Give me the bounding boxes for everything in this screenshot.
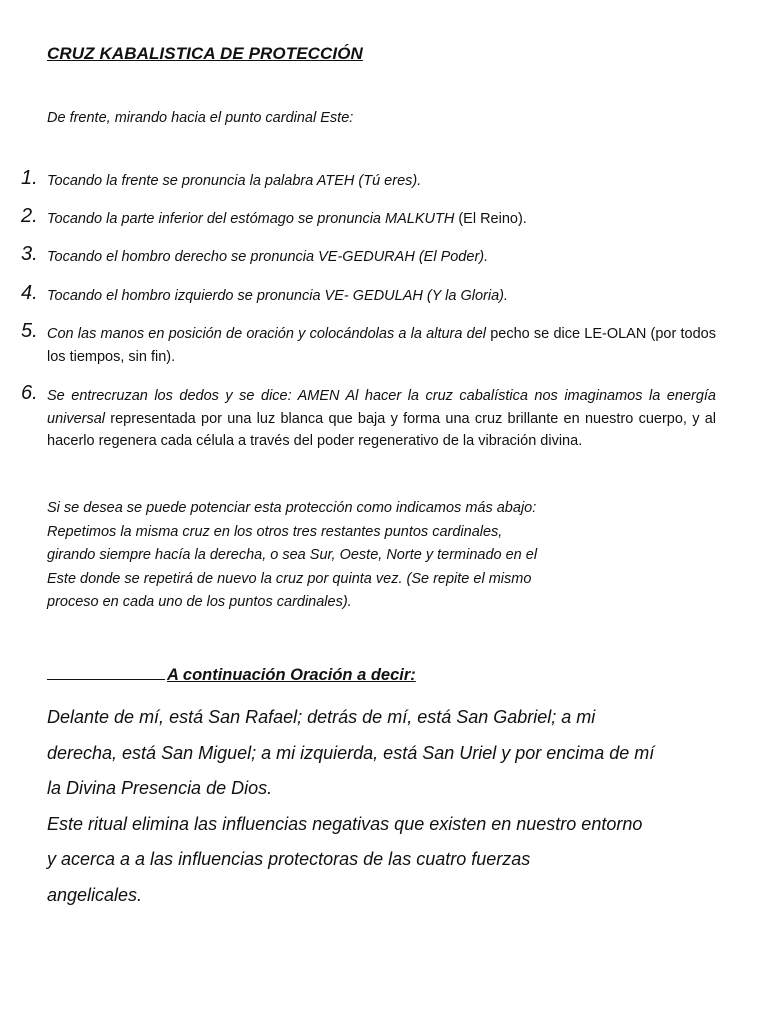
intro-text: De frente, mirando hacia el punto cardinal Este: — [47, 110, 354, 126]
step-number: 5. — [21, 320, 38, 342]
step-1 — [21, 167, 716, 193]
note-line: girando siempre hacía la derecha, o sea Sur, Oeste, Norte y terminado en el — [47, 547, 538, 563]
step-text-italic: Tocando la frente se pronuncia la palabra ATEH (Tú eres). — [47, 173, 422, 189]
additional-instructions — [47, 497, 537, 615]
step-4 — [21, 282, 716, 308]
prayer-heading — [47, 666, 416, 685]
step-text-italic: Con las manos en posición de oración y colocándolas a la altura del — [47, 326, 487, 342]
step-number: 2. — [21, 205, 38, 227]
prayer-line: Delante de mí, está San Rafael; detrás de mí, está San Gabriel; a mi — [47, 707, 596, 727]
prayer-line: la Divina Presencia de Dios. — [47, 778, 273, 798]
note-line: Repetimos la misma cruz en los otros tres restantes puntos cardinales, — [47, 523, 503, 540]
step-text-italic: Se entrecruzan los dedos y se dice: AMEN Al hacer la cruz cabalística nos imaginamos la energía universal — [47, 388, 716, 427]
step-text-regular: representada por una luz blanca que baja y forma una cruz brillante en nuestro cuerpo, y al hacerlo regenera cada célula a través del poder regenerativo de la vibración divina. — [47, 410, 716, 449]
prayer-line: y acerca a a las influencias protectoras de las cuatro fuerzas — [47, 849, 531, 869]
step-6 — [21, 382, 716, 453]
step-5 — [21, 320, 716, 368]
prayer-heading-text: A continuación Oración a decir: — [167, 666, 416, 684]
step-number: 6. — [21, 382, 38, 404]
step-text-italic: Tocando el hombro derecho se pronuncia VE-GEDURAH (El Poder). — [47, 249, 489, 265]
step-text-regular: (El Reino). — [454, 211, 527, 227]
step-2 — [21, 205, 716, 231]
heading-underline-rule — [47, 679, 165, 680]
step-number: 1. — [21, 167, 38, 189]
step-text-italic: Tocando la parte inferior del estómago se pronuncia MALKUTH — [47, 211, 455, 227]
prayer-line: angelicales. — [47, 884, 143, 905]
note-line: Si se desea se puede potenciar esta protección como indicamos más abajo: — [47, 500, 537, 516]
prayer-line: Este ritual elimina las influencias negativas que existen en nuestro entorno — [47, 813, 643, 834]
step-text-italic: Tocando el hombro izquierdo se pronuncia VE- GEDULAH (Y la Gloria). — [47, 288, 509, 304]
step-text-regular: pecho se dice LE-OLAN (por todos los tiempos, sin fin). — [47, 326, 716, 365]
step-number: 4. — [21, 282, 38, 304]
note-line: Este donde se repetirá de nuevo la cruz por quinta vez. (Se repite el mismo — [47, 570, 532, 587]
step-number: 3. — [21, 243, 38, 265]
step-3 — [21, 243, 716, 269]
page-title: CRUZ KABALISTICA DE PROTECCIÓN — [47, 44, 363, 63]
prayer-line: derecha, está San Miguel; a mi izquierda, está San Uriel y por encima de mí — [47, 742, 655, 763]
prayer-text — [47, 700, 654, 913]
note-line: proceso en cada uno de los puntos cardinales). — [47, 594, 352, 610]
